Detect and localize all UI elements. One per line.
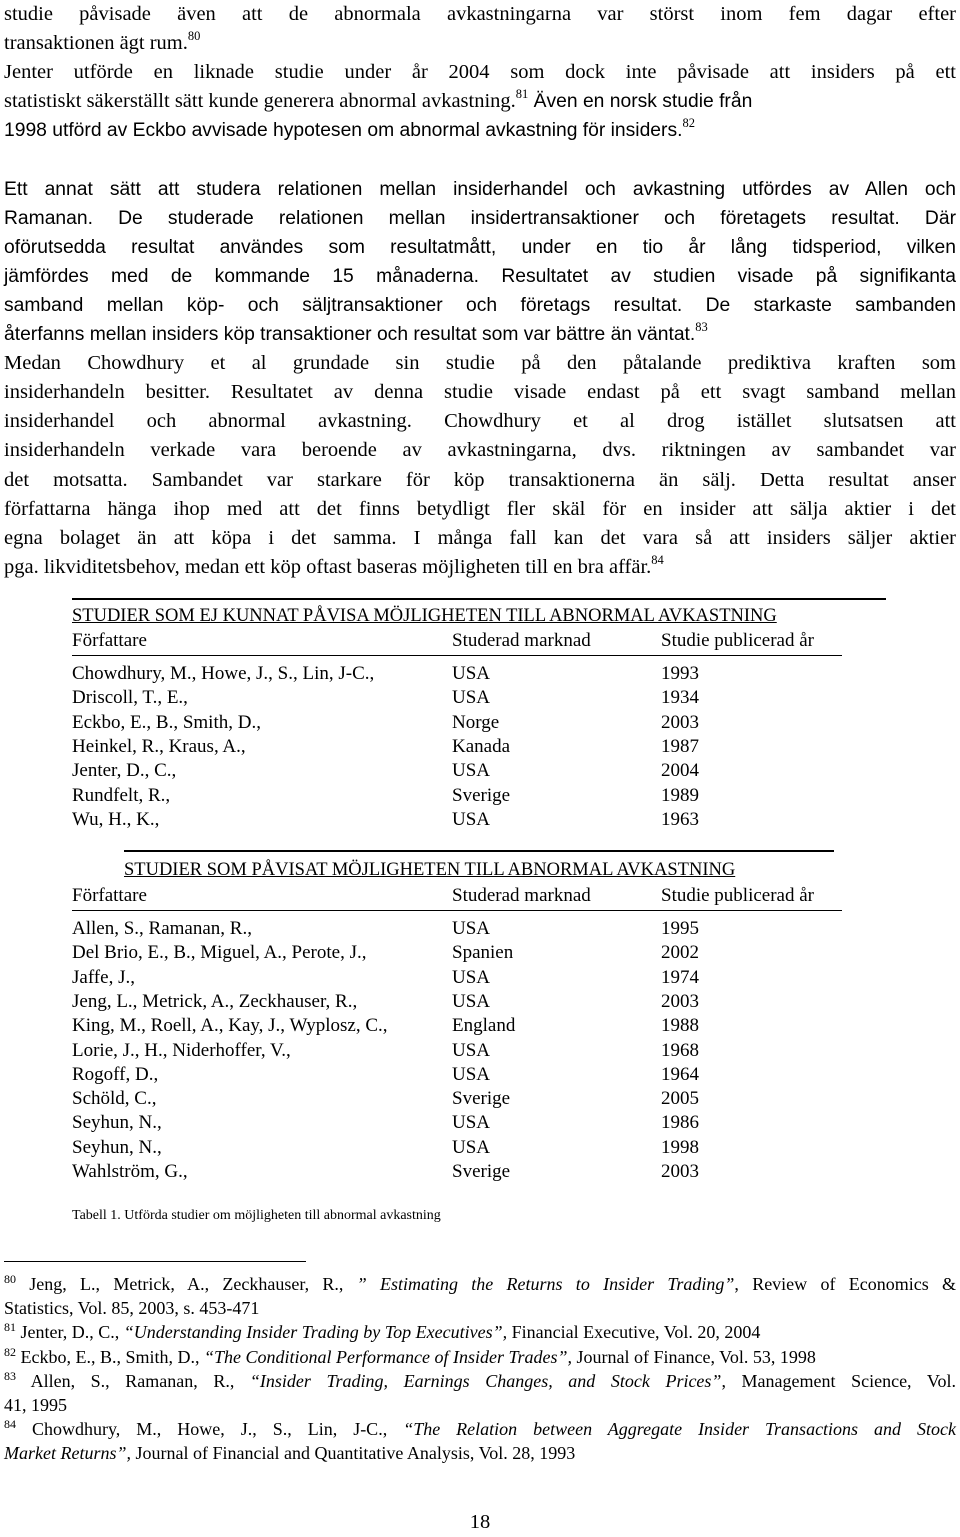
cell-author: Jaffe, J., <box>72 966 135 988</box>
text-line <box>4 58 956 87</box>
footnote-text: , Review of Economics & <box>734 1274 956 1294</box>
cell-year: 1993 <box>661 663 699 684</box>
cell-author: Driscoll, T., E., <box>72 687 188 709</box>
footnote-number: 81 <box>4 1320 16 1335</box>
cell-year: 1986 <box>661 1112 699 1134</box>
body-text <box>4 0 956 582</box>
footnote-text: Journal of Financial and Quantitative Analysis, Vol. 28, 1993 <box>130 1443 576 1464</box>
footnote-title: “Understanding Insider Trading by Top Executives”, <box>123 1322 508 1343</box>
footnote-text: Eckbo, E., B., Smith, D., <box>16 1346 204 1367</box>
header-author: Författare <box>72 885 147 906</box>
cell-market: USA <box>452 760 491 782</box>
line-text: det motsatta. Sambandet var starkare för köp transaktionerna än sälj. Detta resultat anser <box>4 468 956 491</box>
footnotes <box>4 1272 956 1466</box>
line-text: egna bolaget än att köpa i det samma. I många fall kan det vara så att insiders säljer aktier <box>4 526 956 549</box>
cell-year: 2004 <box>661 760 699 782</box>
footnote-text: Jeng, L., Metrick, A., Zeckhauser, R., <box>16 1274 357 1294</box>
line-text: insiderhandel och abnormal avkastning. Chowdhury et al drog istället slutsatsen att <box>4 410 956 433</box>
text-line <box>4 145 956 174</box>
cell-year: 2003 <box>661 711 699 733</box>
cell-author: Lorie, J., H., Niderhoffer, V., <box>72 1039 291 1061</box>
footnote-line <box>4 1369 956 1393</box>
cell-year: 1995 <box>661 918 699 939</box>
cell-year: 2003 <box>661 990 699 1012</box>
cell-author: King, M., Roell, A., Kay, J., Wyplosz, C., <box>72 1015 388 1037</box>
line-text: 1998 utförd av Eckbo avvisade hypotesen om abnormal avkastning för insiders. <box>4 120 683 142</box>
cell-market: USA <box>452 1136 491 1158</box>
line-text: pga. likviditetsbehov, medan ett köp oftast baseras möjligheten till en bra affär. <box>4 555 652 578</box>
cell-year: 2003 <box>661 1161 699 1182</box>
cell-market: USA <box>452 966 491 988</box>
cell-author: Del Brio, E., B., Miguel, A., Perote, J., <box>72 942 367 964</box>
footnote-text: Jenter, D., C., <box>16 1322 124 1343</box>
footnote-text: Journal of Finance, Vol. 53, 1998 <box>572 1346 816 1367</box>
cell-author: Rogoff, D., <box>72 1063 159 1085</box>
cell-year: 1974 <box>661 966 699 988</box>
line-text: transaktionen ägt rum. <box>4 32 188 55</box>
table-title: STUDIER SOM EJ KUNNAT PÅVISA MÖJLIGHETEN TILL ABNORMAL AVKASTNING <box>72 606 777 626</box>
cell-market: Kanada <box>452 735 511 757</box>
cell-market: Norge <box>452 711 500 733</box>
text-line <box>4 407 956 436</box>
line-text: Jenter utförde en liknade studie under år 2004 som dock inte påvisade att insiders på ett <box>4 61 956 84</box>
footnote-title: “The Conditional Performance of Insider Trades”, <box>204 1346 573 1367</box>
cell-author: Wahlström, G., <box>72 1161 188 1182</box>
footnote-line <box>4 1320 956 1344</box>
footnote-separator <box>4 1261 306 1262</box>
footnote-text: Chowdhury, M., Howe, J., S., Lin, J-C., <box>16 1419 404 1440</box>
page-number: 18 <box>469 1511 491 1533</box>
footnote-title: Market Returns”, <box>4 1443 131 1464</box>
cell-market: Sverige <box>452 784 511 806</box>
text-line <box>4 320 956 349</box>
cell-year: 1963 <box>661 808 699 830</box>
cell-year: 1987 <box>661 735 699 757</box>
footnote-ref: 83 <box>695 320 708 335</box>
footnote-ref: 80 <box>187 29 201 44</box>
text-line <box>4 495 956 524</box>
header-rule <box>72 655 842 656</box>
text-line <box>4 262 956 291</box>
footnote-line <box>4 1417 956 1441</box>
cell-market: Sverige <box>452 1088 511 1110</box>
cell-author: Rundfelt, R., <box>72 784 171 806</box>
footnote-text: Allen, S., Ramanan, R., <box>16 1370 250 1391</box>
footnote-number: 80 <box>4 1272 16 1286</box>
cell-year: 1988 <box>661 1015 699 1037</box>
cell-market: England <box>452 1015 516 1037</box>
table-top-rule <box>124 850 834 852</box>
line-text: jämfördes med de kommande 15 månaderna. Resultatet av studien visade på signifikanta <box>4 265 956 287</box>
table-caption: Tabell 1. Utförda studier om möjligheten till abnormal avkastning <box>72 1208 441 1223</box>
cell-author: Wu, H., K., <box>72 808 160 830</box>
footnote-number: 84 <box>4 1417 16 1432</box>
footnote-title: ” Estimating the Returns to Insider Trading” <box>356 1274 735 1294</box>
header-author: Författare <box>72 630 147 651</box>
header-year: Studie publicerad år <box>661 885 815 906</box>
table-title: STUDIER SOM PÅVISAT MÖJLIGHETEN TILL ABNORMAL AVKASTNING <box>124 860 736 880</box>
text-line <box>4 233 956 262</box>
cell-author: Schöld, C., <box>72 1088 157 1110</box>
cell-market: USA <box>452 808 491 830</box>
footnote-title: “The Relation between Aggregate Insider Transactions and Stock <box>403 1419 956 1440</box>
cell-market: USA <box>452 663 491 684</box>
cell-year: 2002 <box>661 942 699 964</box>
cell-author: Jeng, L., Metrick, A., Zeckhauser, R., <box>72 990 358 1012</box>
cell-market: USA <box>452 990 491 1012</box>
line-text: Ett annat sätt att studera relationen mellan insiderhandel och avkastning utfördes av Allen och <box>4 178 956 200</box>
footnote-text: Statistics, Vol. 85, 2003, s. 453-471 <box>4 1298 260 1319</box>
cell-year: 1934 <box>661 687 699 709</box>
text-line <box>4 466 956 495</box>
header-rule <box>72 910 842 911</box>
line-text-tail: Även en norsk studie från <box>528 91 753 113</box>
cell-market: Spanien <box>452 942 514 964</box>
cell-market: USA <box>452 687 491 709</box>
cell-author: Seyhun, N., <box>72 1112 162 1134</box>
line-text: samband mellan köp- och säljtransaktioner och företags resultat. De starkaste sambanden <box>4 294 956 316</box>
header-market: Studerad marknad <box>452 630 591 651</box>
cell-market: Sverige <box>452 1161 511 1182</box>
footnote-number: 83 <box>4 1368 16 1383</box>
line-text: författarna hänga ihop med att det finns betydligt fler skäl för en insider att sälja aktier i det <box>4 497 956 520</box>
header-year: Studie publicerad år <box>661 630 815 651</box>
text-line <box>4 204 956 233</box>
line-text: insiderhandeln besitter. Resultatet av denna studie visade endast på ett svagt samband mellan <box>4 381 956 404</box>
footnote-text: 41, 1995 <box>4 1394 67 1415</box>
line-text: statistiskt säkerställt sätt kunde generera abnormal avkastning. <box>4 90 516 113</box>
text-line <box>4 87 956 116</box>
footnote-line <box>4 1345 956 1369</box>
footnote-line <box>4 1441 956 1465</box>
header-market: Studerad marknad <box>452 885 591 906</box>
line-text: Medan Chowdhury et al grundade sin studie på den påtalande prediktiva kraften som <box>4 352 956 375</box>
text-line <box>4 349 956 378</box>
footnote-line <box>4 1272 956 1296</box>
cell-author: Allen, S., Ramanan, R., <box>72 918 252 939</box>
cell-author: Seyhun, N., <box>72 1136 162 1158</box>
text-line <box>4 436 956 465</box>
text-line <box>4 175 956 204</box>
footnote-text: Financial Executive, Vol. 20, 2004 <box>507 1322 761 1343</box>
cell-year: 1989 <box>661 784 699 806</box>
line-text: oförutsedda resultat användes som resultatmått, under en tio år lång tidsperiod, vilken <box>4 236 956 258</box>
cell-market: USA <box>452 1112 491 1134</box>
text-line <box>4 0 956 29</box>
line-text: Ramanan. De studerade relationen mellan insidertransaktioner och företagets resultat. Där <box>4 207 956 229</box>
footnote-title: “Insider Trading, Earnings Changes, and Stock Prices” <box>249 1370 722 1391</box>
footnote-ref: 81 <box>515 87 529 102</box>
cell-author: Chowdhury, M., Howe, J., S., Lin, J-C., <box>72 663 375 684</box>
cell-author: Eckbo, E., B., Smith, D., <box>72 711 261 733</box>
line-text: återfanns mellan insiders köp transaktioner och resultat som var bättre än väntat. <box>4 324 696 346</box>
text-line <box>4 378 956 407</box>
text-line <box>4 291 956 320</box>
cell-year: 1998 <box>661 1136 699 1158</box>
footnote-line <box>4 1393 956 1417</box>
text-line <box>4 116 956 145</box>
cell-year: 1964 <box>661 1063 699 1085</box>
footnote-number: 82 <box>4 1344 16 1359</box>
cell-year: 2005 <box>661 1088 699 1110</box>
footnote-ref: 84 <box>651 552 664 567</box>
cell-year: 1968 <box>661 1039 699 1061</box>
footnote-line <box>4 1296 956 1320</box>
footnote-text: , Management Science, Vol. <box>721 1370 956 1391</box>
cell-market: USA <box>452 1039 491 1061</box>
table-top-rule <box>72 598 886 600</box>
text-line <box>4 29 956 58</box>
text-line <box>4 553 956 582</box>
footnote-ref: 82 <box>682 116 695 131</box>
text-line <box>4 524 956 553</box>
cell-author: Jenter, D., C., <box>72 760 177 782</box>
cell-author: Heinkel, R., Kraus, A., <box>72 735 246 757</box>
line-text: insiderhandeln verkade vara beroende av avkastningarna, dvs. riktningen av sambandet var <box>4 439 956 462</box>
cell-market: USA <box>452 1063 491 1085</box>
line-text: studie påvisade även att de abnormala avkastningarna var störst inom fem dagar efter <box>4 3 956 25</box>
cell-market: USA <box>452 918 491 939</box>
